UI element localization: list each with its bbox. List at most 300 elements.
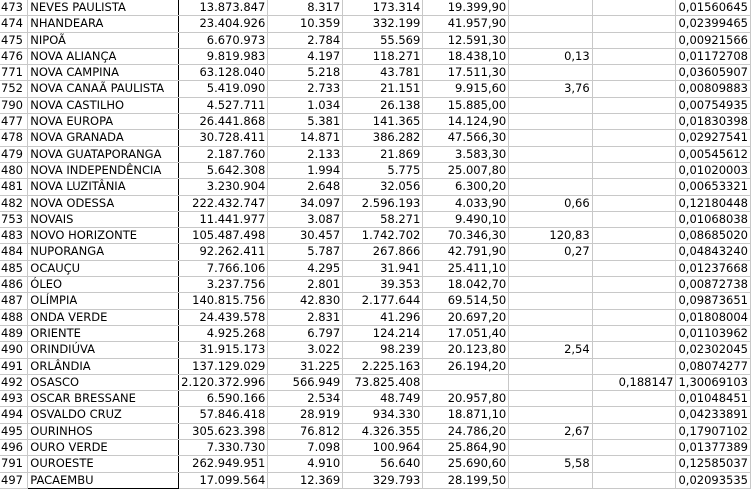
cell-c4[interactable]: 25.007,80 (423, 162, 509, 178)
cell-code[interactable]: 483 (0, 228, 28, 244)
cell-c1[interactable]: 7.766.106 (179, 260, 268, 276)
table-row[interactable] (0, 277, 751, 293)
cell-c3[interactable]: 41.296 (343, 309, 423, 325)
cell-c7[interactable]: 0,00754935 (676, 97, 751, 113)
cell-c4[interactable]: 18.042,70 (423, 277, 509, 293)
cell-c7[interactable]: 0,02302045 (676, 342, 751, 358)
cell-c7[interactable]: 0,01172708 (676, 48, 751, 64)
cell-c4[interactable]: 20.123,80 (423, 342, 509, 358)
cell-name[interactable]: OSASCO (28, 374, 179, 390)
cell-c1[interactable]: 3.230.904 (179, 179, 268, 195)
table-row[interactable] (0, 65, 751, 81)
cell-c2[interactable]: 4.910 (268, 456, 343, 472)
cell-c5[interactable]: 120,83 (509, 228, 592, 244)
cell-c3[interactable]: 934.330 (343, 407, 423, 423)
cell-name[interactable]: NOVA GUATAPORANGA (28, 146, 179, 162)
cell-name[interactable]: NIPOÃ (28, 32, 179, 48)
cell-c2[interactable]: 3.022 (268, 342, 343, 358)
cell-c3[interactable]: 118.271 (343, 48, 423, 64)
cell-c5[interactable] (509, 146, 592, 162)
cell-c5[interactable] (509, 325, 592, 341)
cell-c3[interactable]: 73.825.408 (343, 374, 423, 390)
cell-c4[interactable]: 24.786,20 (423, 423, 509, 439)
cell-c7[interactable]: 0,02927541 (676, 130, 751, 146)
cell-c1[interactable]: 92.262.411 (179, 244, 268, 260)
table-row[interactable] (0, 114, 751, 130)
cell-c3[interactable]: 100.964 (343, 440, 423, 456)
cell-c7[interactable]: 0,00653321 (676, 179, 751, 195)
cell-code[interactable]: 492 (0, 374, 28, 390)
cell-code[interactable]: 489 (0, 325, 28, 341)
cell-c7[interactable]: 0,01103962 (676, 325, 751, 341)
cell-c5[interactable] (509, 472, 592, 488)
cell-c5[interactable] (509, 32, 592, 48)
table-row[interactable] (0, 456, 751, 472)
cell-c6[interactable] (592, 65, 676, 81)
cell-code[interactable]: 487 (0, 293, 28, 309)
table-row[interactable] (0, 244, 751, 260)
cell-name[interactable]: NOVA CANAÃ PAULISTA (28, 81, 179, 97)
cell-name[interactable]: NOVAIS (28, 211, 179, 227)
cell-c6[interactable] (592, 309, 676, 325)
cell-c1[interactable]: 137.129.029 (179, 358, 268, 374)
cell-name[interactable]: OLÍMPIA (28, 293, 179, 309)
cell-name[interactable]: NOVA GRANADA (28, 130, 179, 146)
cell-c4[interactable]: 20.957,80 (423, 391, 509, 407)
table-row[interactable] (0, 358, 751, 374)
cell-c5[interactable] (509, 97, 592, 113)
cell-name[interactable]: ÓLEO (28, 277, 179, 293)
cell-name[interactable]: NOVA CAMPINA (28, 65, 179, 81)
table-row[interactable] (0, 146, 751, 162)
cell-c7[interactable]: 0,08074277 (676, 358, 751, 374)
cell-c5[interactable]: 0,66 (509, 195, 592, 211)
cell-c6[interactable] (592, 260, 676, 276)
cell-code[interactable]: 493 (0, 391, 28, 407)
table-row[interactable] (0, 407, 751, 423)
cell-c2[interactable]: 30.457 (268, 228, 343, 244)
cell-code[interactable]: 473 (0, 0, 28, 16)
cell-c2[interactable]: 5.218 (268, 65, 343, 81)
cell-c6[interactable]: 0,188147 (592, 374, 676, 390)
cell-c4[interactable]: 15.885,00 (423, 97, 509, 113)
cell-c2[interactable]: 76.812 (268, 423, 343, 439)
cell-c4[interactable]: 47.566,30 (423, 130, 509, 146)
cell-c1[interactable]: 9.819.983 (179, 48, 268, 64)
cell-code[interactable]: 479 (0, 146, 28, 162)
cell-c3[interactable]: 56.640 (343, 456, 423, 472)
cell-c4[interactable] (423, 374, 509, 390)
cell-c6[interactable] (592, 472, 676, 488)
cell-c4[interactable]: 26.194,20 (423, 358, 509, 374)
cell-code[interactable]: 485 (0, 260, 28, 276)
cell-c1[interactable]: 105.487.498 (179, 228, 268, 244)
cell-c1[interactable]: 31.915.173 (179, 342, 268, 358)
cell-c7[interactable]: 0,02093535 (676, 472, 751, 488)
cell-name[interactable]: NOVA CASTILHO (28, 97, 179, 113)
cell-c1[interactable]: 3.237.756 (179, 277, 268, 293)
cell-c6[interactable] (592, 195, 676, 211)
table-row[interactable] (0, 472, 751, 488)
cell-c3[interactable]: 5.775 (343, 162, 423, 178)
cell-c5[interactable] (509, 114, 592, 130)
cell-code[interactable]: 481 (0, 179, 28, 195)
cell-c5[interactable] (509, 277, 592, 293)
cell-name[interactable]: ORIENTE (28, 325, 179, 341)
cell-name[interactable]: OCAUÇU (28, 260, 179, 276)
cell-code[interactable]: 753 (0, 211, 28, 227)
cell-c5[interactable]: 0,13 (509, 48, 592, 64)
cell-c6[interactable] (592, 16, 676, 32)
cell-c4[interactable]: 19.399,90 (423, 0, 509, 16)
cell-name[interactable]: NOVA INDEPENDÊNCIA (28, 162, 179, 178)
cell-c6[interactable] (592, 81, 676, 97)
cell-c3[interactable]: 43.781 (343, 65, 423, 81)
cell-c6[interactable] (592, 325, 676, 341)
cell-c6[interactable] (592, 32, 676, 48)
cell-c5[interactable]: 0,27 (509, 244, 592, 260)
cell-c1[interactable]: 2.120.372.996 (179, 374, 268, 390)
cell-c7[interactable]: 0,00809883 (676, 81, 751, 97)
cell-c4[interactable]: 42.791,90 (423, 244, 509, 260)
cell-c3[interactable]: 26.138 (343, 97, 423, 113)
cell-c4[interactable]: 17.051,40 (423, 325, 509, 341)
cell-c3[interactable]: 55.569 (343, 32, 423, 48)
cell-name[interactable]: NEVES PAULISTA (28, 0, 179, 16)
cell-c1[interactable]: 4.527.711 (179, 97, 268, 113)
cell-c4[interactable]: 18.438,10 (423, 48, 509, 64)
cell-c3[interactable]: 31.941 (343, 260, 423, 276)
cell-c3[interactable]: 2.177.644 (343, 293, 423, 309)
cell-code[interactable]: 496 (0, 440, 28, 456)
cell-code[interactable]: 478 (0, 130, 28, 146)
cell-c3[interactable]: 4.326.355 (343, 423, 423, 439)
cell-code[interactable]: 494 (0, 407, 28, 423)
cell-c7[interactable]: 0,01560645 (676, 0, 751, 16)
cell-c5[interactable] (509, 260, 592, 276)
cell-c1[interactable]: 6.590.166 (179, 391, 268, 407)
cell-c2[interactable]: 1.994 (268, 162, 343, 178)
cell-code[interactable]: 490 (0, 342, 28, 358)
cell-c4[interactable]: 3.583,30 (423, 146, 509, 162)
cell-c6[interactable] (592, 211, 676, 227)
cell-c7[interactable]: 0,09873651 (676, 293, 751, 309)
cell-c5[interactable]: 2,54 (509, 342, 592, 358)
cell-c3[interactable]: 173.314 (343, 0, 423, 16)
cell-c2[interactable]: 2.733 (268, 81, 343, 97)
cell-c4[interactable]: 41.957,90 (423, 16, 509, 32)
cell-name[interactable]: NUPORANGA (28, 244, 179, 260)
cell-c6[interactable] (592, 114, 676, 130)
cell-name[interactable]: OSCAR BRESSANE (28, 391, 179, 407)
cell-c3[interactable]: 48.749 (343, 391, 423, 407)
cell-c7[interactable]: 0,01020003 (676, 162, 751, 178)
cell-c7[interactable]: 0,01808004 (676, 309, 751, 325)
cell-c7[interactable]: 0,04843240 (676, 244, 751, 260)
cell-c6[interactable] (592, 244, 676, 260)
cell-c2[interactable]: 5.787 (268, 244, 343, 260)
cell-code[interactable]: 477 (0, 114, 28, 130)
cell-c3[interactable]: 267.866 (343, 244, 423, 260)
cell-c7[interactable]: 0,01048451 (676, 391, 751, 407)
cell-c2[interactable]: 2.831 (268, 309, 343, 325)
cell-c3[interactable]: 39.353 (343, 277, 423, 293)
cell-name[interactable]: PACAEMBU (28, 472, 179, 488)
cell-c5[interactable] (509, 211, 592, 227)
cell-c5[interactable] (509, 16, 592, 32)
cell-c4[interactable]: 4.033,90 (423, 195, 509, 211)
cell-c6[interactable] (592, 456, 676, 472)
cell-c6[interactable] (592, 97, 676, 113)
cell-c1[interactable]: 4.925.268 (179, 325, 268, 341)
cell-c3[interactable]: 58.271 (343, 211, 423, 227)
cell-c1[interactable]: 305.623.398 (179, 423, 268, 439)
cell-name[interactable]: NHANDEARA (28, 16, 179, 32)
cell-c6[interactable] (592, 293, 676, 309)
cell-c3[interactable]: 329.793 (343, 472, 423, 488)
table-row[interactable] (0, 260, 751, 276)
cell-c2[interactable]: 28.919 (268, 407, 343, 423)
cell-c3[interactable]: 124.214 (343, 325, 423, 341)
cell-c4[interactable]: 17.511,30 (423, 65, 509, 81)
cell-c6[interactable] (592, 228, 676, 244)
cell-c7[interactable]: 0,01377389 (676, 440, 751, 456)
cell-name[interactable]: NOVA LUZITÂNIA (28, 179, 179, 195)
table-row[interactable] (0, 440, 751, 456)
cell-c3[interactable]: 141.365 (343, 114, 423, 130)
cell-c4[interactable]: 9.490,10 (423, 211, 509, 227)
cell-c7[interactable]: 1,30069103 (676, 374, 751, 390)
cell-c6[interactable] (592, 130, 676, 146)
cell-c2[interactable]: 4.295 (268, 260, 343, 276)
cell-c1[interactable]: 17.099.564 (179, 472, 268, 488)
cell-c5[interactable] (509, 130, 592, 146)
table-row[interactable] (0, 391, 751, 407)
cell-c6[interactable] (592, 146, 676, 162)
table-row[interactable] (0, 16, 751, 32)
cell-c6[interactable] (592, 0, 676, 16)
table-row[interactable] (0, 374, 751, 390)
cell-c2[interactable]: 10.359 (268, 16, 343, 32)
cell-c7[interactable]: 0,00545612 (676, 146, 751, 162)
cell-c5[interactable] (509, 440, 592, 456)
cell-name[interactable]: NOVA ODESSA (28, 195, 179, 211)
cell-c4[interactable]: 25.864,90 (423, 440, 509, 456)
cell-c5[interactable] (509, 374, 592, 390)
table-row[interactable] (0, 293, 751, 309)
table-row[interactable] (0, 325, 751, 341)
cell-c7[interactable]: 0,17907102 (676, 423, 751, 439)
cell-c1[interactable]: 57.846.418 (179, 407, 268, 423)
cell-c4[interactable]: 18.871,10 (423, 407, 509, 423)
table-row[interactable] (0, 228, 751, 244)
cell-c2[interactable]: 42.830 (268, 293, 343, 309)
cell-c5[interactable]: 2,67 (509, 423, 592, 439)
cell-code[interactable]: 476 (0, 48, 28, 64)
cell-c2[interactable]: 3.087 (268, 211, 343, 227)
cell-c1[interactable]: 26.441.868 (179, 114, 268, 130)
cell-c4[interactable]: 14.124,90 (423, 114, 509, 130)
cell-name[interactable]: OURO VERDE (28, 440, 179, 456)
cell-c3[interactable]: 21.151 (343, 81, 423, 97)
cell-c2[interactable]: 5.381 (268, 114, 343, 130)
cell-name[interactable]: ORINDIÚVA (28, 342, 179, 358)
cell-c4[interactable]: 6.300,20 (423, 179, 509, 195)
cell-c5[interactable]: 5,58 (509, 456, 592, 472)
cell-c6[interactable] (592, 277, 676, 293)
cell-c5[interactable] (509, 309, 592, 325)
cell-c5[interactable] (509, 0, 592, 16)
cell-c2[interactable]: 2.133 (268, 146, 343, 162)
cell-c5[interactable] (509, 179, 592, 195)
cell-c7[interactable]: 0,03605907 (676, 65, 751, 81)
cell-c7[interactable]: 0,12180448 (676, 195, 751, 211)
cell-code[interactable]: 475 (0, 32, 28, 48)
cell-c5[interactable] (509, 407, 592, 423)
cell-c6[interactable] (592, 391, 676, 407)
cell-c6[interactable] (592, 179, 676, 195)
cell-c4[interactable]: 28.199,50 (423, 472, 509, 488)
cell-c3[interactable]: 332.199 (343, 16, 423, 32)
cell-c1[interactable]: 140.815.756 (179, 293, 268, 309)
cell-c2[interactable]: 2.801 (268, 277, 343, 293)
cell-c3[interactable]: 2.225.163 (343, 358, 423, 374)
cell-c4[interactable]: 69.514,50 (423, 293, 509, 309)
cell-c2[interactable]: 31.225 (268, 358, 343, 374)
cell-c7[interactable]: 0,01237668 (676, 260, 751, 276)
cell-c1[interactable]: 7.330.730 (179, 440, 268, 456)
cell-code[interactable]: 480 (0, 162, 28, 178)
cell-c5[interactable] (509, 65, 592, 81)
cell-c2[interactable]: 2.648 (268, 179, 343, 195)
cell-c7[interactable]: 0,02399465 (676, 16, 751, 32)
cell-c5[interactable] (509, 391, 592, 407)
table-row[interactable] (0, 97, 751, 113)
cell-c2[interactable]: 566.949 (268, 374, 343, 390)
cell-name[interactable]: ORLÂNDIA (28, 358, 179, 374)
cell-c4[interactable]: 70.346,30 (423, 228, 509, 244)
cell-name[interactable]: OURINHOS (28, 423, 179, 439)
cell-c1[interactable]: 222.432.747 (179, 195, 268, 211)
cell-c1[interactable]: 11.441.977 (179, 211, 268, 227)
cell-c1[interactable]: 63.128.040 (179, 65, 268, 81)
table-row[interactable] (0, 179, 751, 195)
table-row[interactable] (0, 211, 751, 227)
cell-name[interactable]: ONDA VERDE (28, 309, 179, 325)
table-row[interactable] (0, 81, 751, 97)
cell-name[interactable]: OSVALDO CRUZ (28, 407, 179, 423)
cell-c2[interactable]: 4.197 (268, 48, 343, 64)
cell-c1[interactable]: 2.187.760 (179, 146, 268, 162)
table-row[interactable] (0, 0, 751, 16)
cell-code[interactable]: 482 (0, 195, 28, 211)
cell-c1[interactable]: 13.873.847 (179, 0, 268, 16)
cell-c7[interactable]: 0,01830398 (676, 114, 751, 130)
cell-c5[interactable] (509, 358, 592, 374)
table-row[interactable] (0, 195, 751, 211)
table-row[interactable] (0, 342, 751, 358)
cell-c2[interactable]: 1.034 (268, 97, 343, 113)
table-row[interactable] (0, 130, 751, 146)
cell-code[interactable]: 497 (0, 472, 28, 488)
cell-c2[interactable]: 14.871 (268, 130, 343, 146)
cell-c4[interactable]: 9.915,60 (423, 81, 509, 97)
table-row[interactable] (0, 162, 751, 178)
cell-code[interactable]: 486 (0, 277, 28, 293)
cell-c7[interactable]: 0,00872738 (676, 277, 751, 293)
cell-c1[interactable]: 262.949.951 (179, 456, 268, 472)
cell-name[interactable]: NOVA EUROPA (28, 114, 179, 130)
cell-c5[interactable]: 3,76 (509, 81, 592, 97)
cell-c2[interactable]: 2.784 (268, 32, 343, 48)
table-row[interactable] (0, 32, 751, 48)
cell-c3[interactable]: 386.282 (343, 130, 423, 146)
cell-c7[interactable]: 0,04233891 (676, 407, 751, 423)
cell-c4[interactable]: 25.690,60 (423, 456, 509, 472)
cell-c1[interactable]: 5.642.308 (179, 162, 268, 178)
table-row[interactable] (0, 423, 751, 439)
cell-c4[interactable]: 25.411,10 (423, 260, 509, 276)
cell-code[interactable]: 495 (0, 423, 28, 439)
cell-c6[interactable] (592, 342, 676, 358)
cell-code[interactable]: 484 (0, 244, 28, 260)
cell-c5[interactable] (509, 293, 592, 309)
table-row[interactable] (0, 309, 751, 325)
cell-name[interactable]: OUROESTE (28, 456, 179, 472)
cell-code[interactable]: 771 (0, 65, 28, 81)
cell-c6[interactable] (592, 407, 676, 423)
cell-code[interactable]: 791 (0, 456, 28, 472)
cell-c2[interactable]: 6.797 (268, 325, 343, 341)
cell-c3[interactable]: 32.056 (343, 179, 423, 195)
cell-c6[interactable] (592, 48, 676, 64)
cell-name[interactable]: NOVO HORIZONTE (28, 228, 179, 244)
cell-c6[interactable] (592, 440, 676, 456)
cell-name[interactable]: NOVA ALIANÇA (28, 48, 179, 64)
cell-c7[interactable]: 0,12585037 (676, 456, 751, 472)
cell-code[interactable]: 790 (0, 97, 28, 113)
cell-c7[interactable]: 0,01068038 (676, 211, 751, 227)
cell-c5[interactable] (509, 162, 592, 178)
cell-code[interactable]: 488 (0, 309, 28, 325)
cell-c3[interactable]: 21.869 (343, 146, 423, 162)
table-row[interactable] (0, 48, 751, 64)
cell-c2[interactable]: 8.317 (268, 0, 343, 16)
cell-c1[interactable]: 23.404.926 (179, 16, 268, 32)
cell-c2[interactable]: 12.369 (268, 472, 343, 488)
cell-c2[interactable]: 34.097 (268, 195, 343, 211)
cell-c7[interactable]: 0,08685020 (676, 228, 751, 244)
cell-c4[interactable]: 20.697,20 (423, 309, 509, 325)
cell-c6[interactable] (592, 423, 676, 439)
cell-c6[interactable] (592, 162, 676, 178)
cell-c1[interactable]: 5.419.090 (179, 81, 268, 97)
cell-c3[interactable]: 1.742.702 (343, 228, 423, 244)
cell-c6[interactable] (592, 358, 676, 374)
cell-c3[interactable]: 98.239 (343, 342, 423, 358)
cell-c2[interactable]: 2.534 (268, 391, 343, 407)
cell-c1[interactable]: 6.670.973 (179, 32, 268, 48)
cell-c1[interactable]: 30.728.411 (179, 130, 268, 146)
cell-code[interactable]: 491 (0, 358, 28, 374)
cell-code[interactable]: 752 (0, 81, 28, 97)
cell-c4[interactable]: 12.591,30 (423, 32, 509, 48)
cell-code[interactable]: 474 (0, 16, 28, 32)
cell-c7[interactable]: 0,00921566 (676, 32, 751, 48)
cell-c1[interactable]: 24.439.578 (179, 309, 268, 325)
cell-c3[interactable]: 2.596.193 (343, 195, 423, 211)
cell-c2[interactable]: 7.098 (268, 440, 343, 456)
